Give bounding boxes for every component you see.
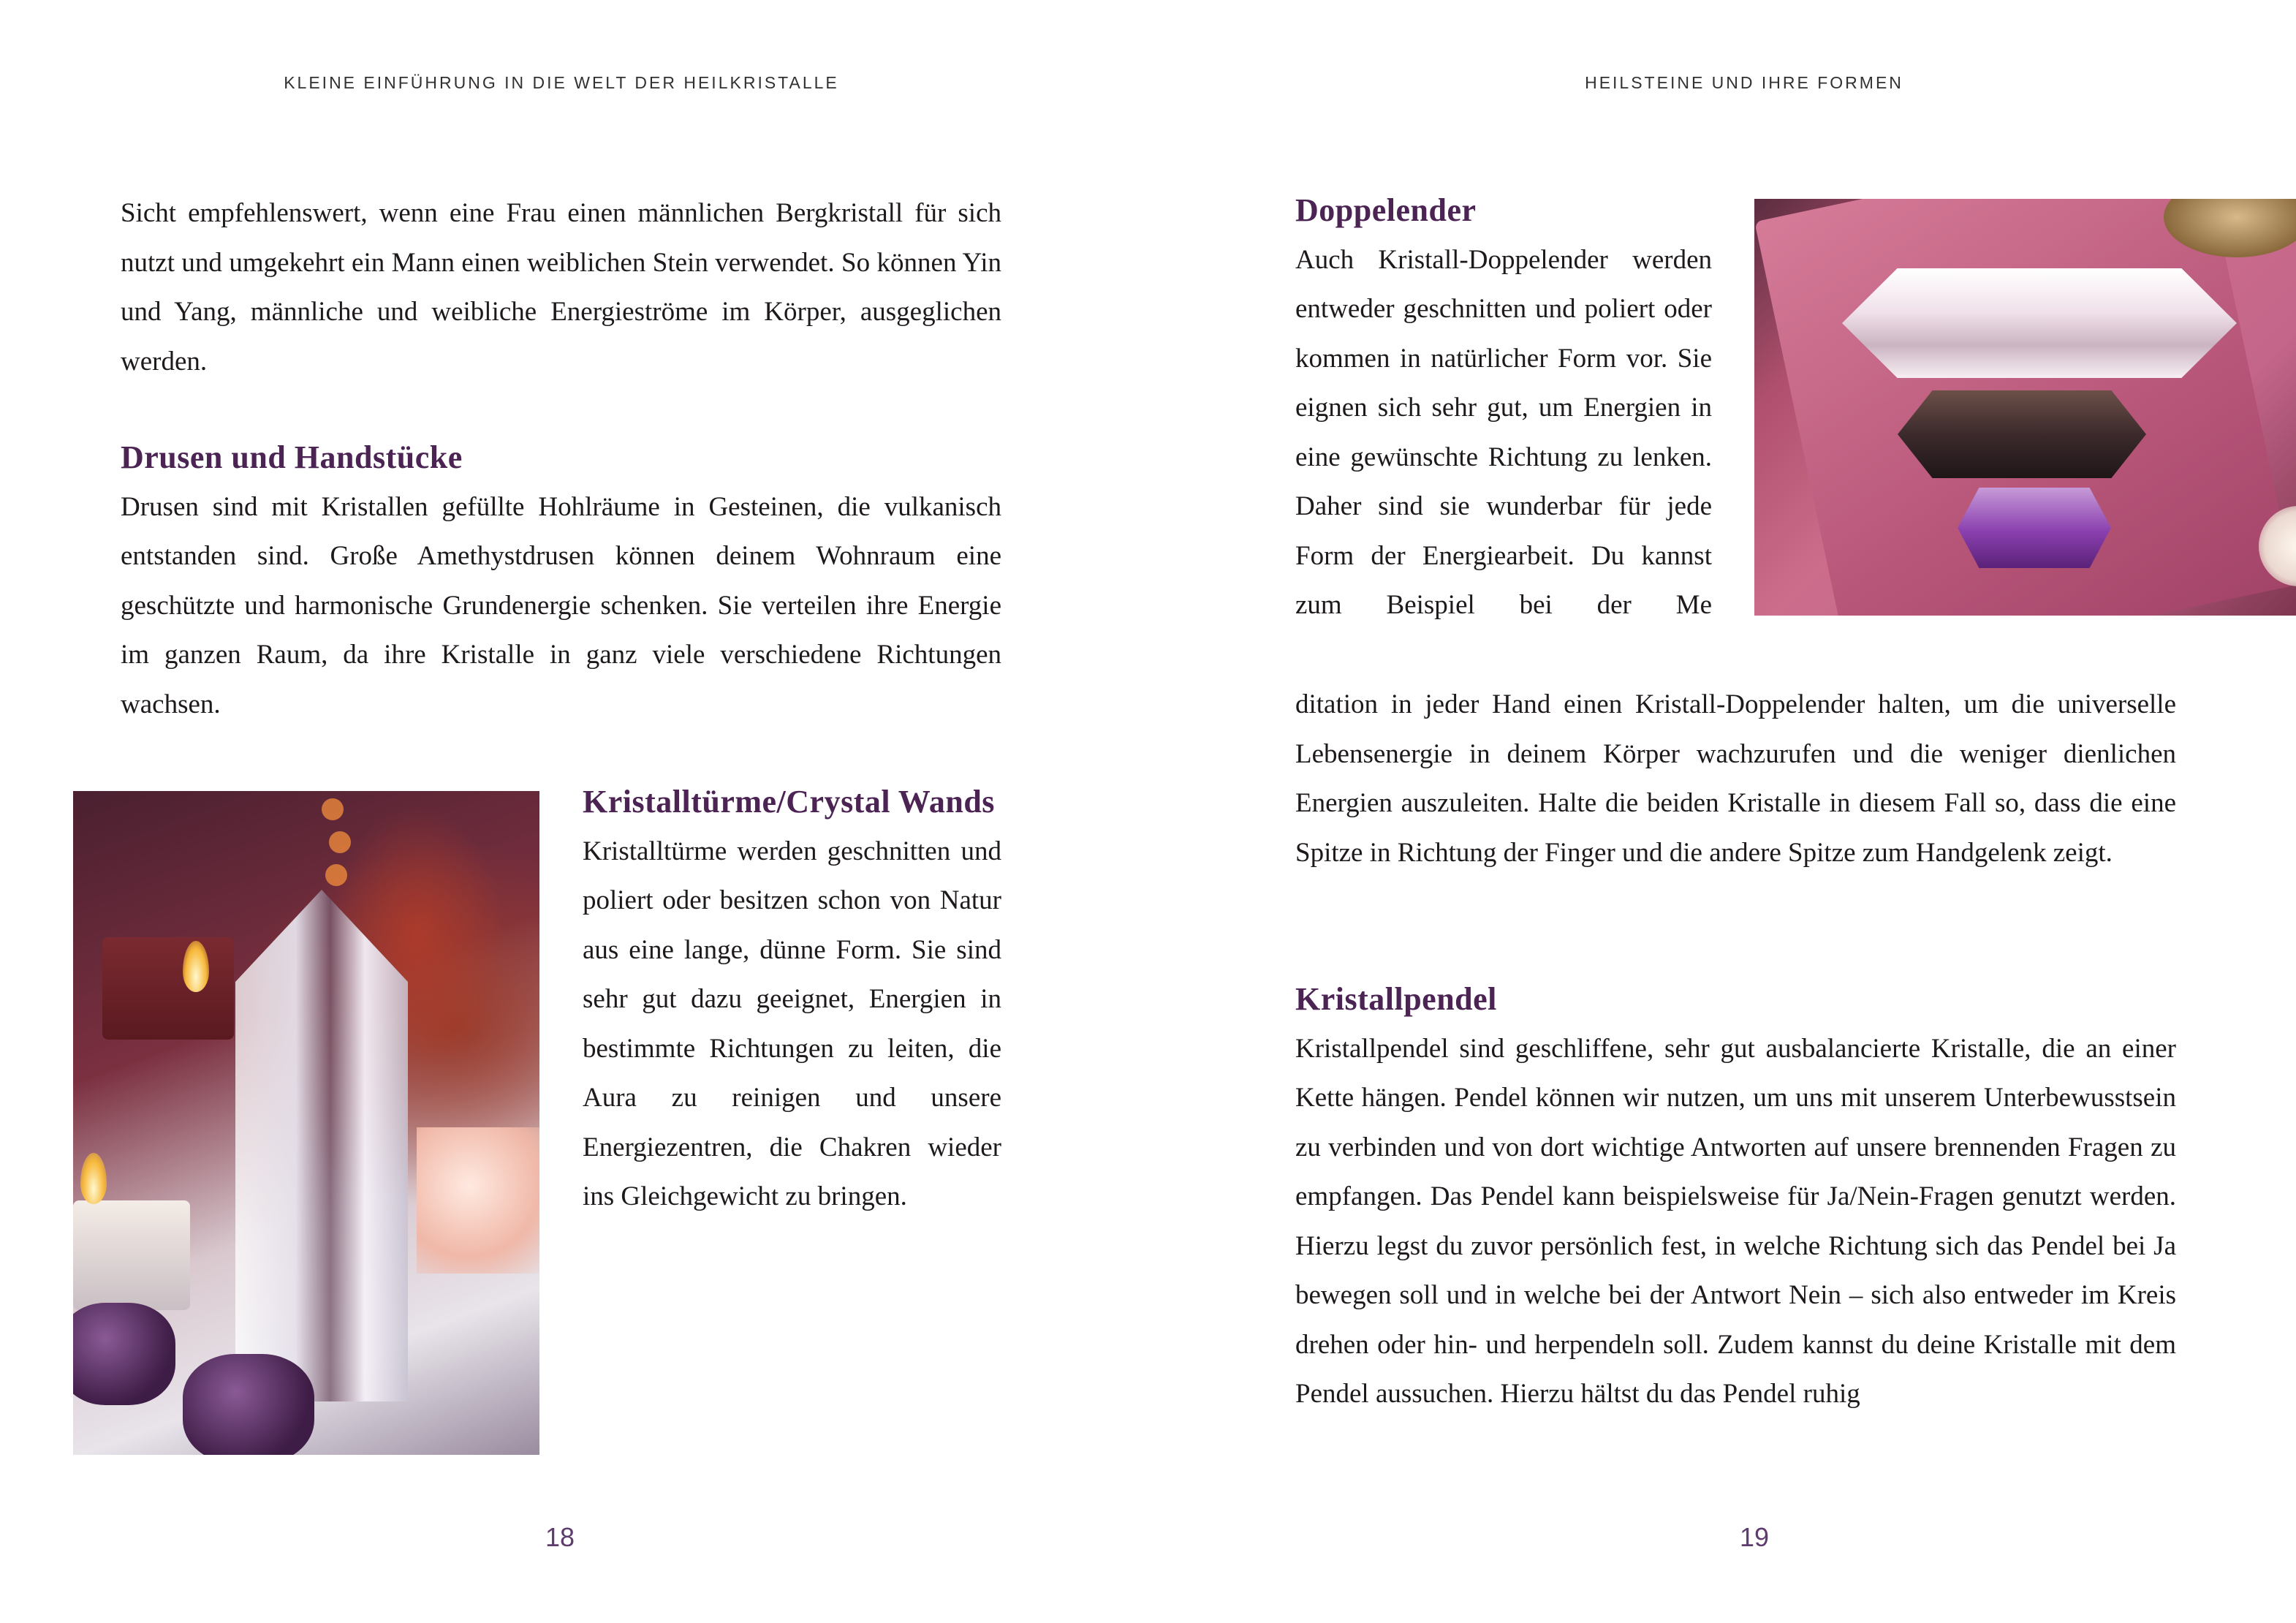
towers-paragraph: Kristalltürme werden geschnitten und poliert oder besitzen schon von Natur aus eine lange, dünne Form. Sie sind sehr gut dazu geeignet, Energien in bestimmte Richtungen zu leiten, die Aura zu reinigen und unsere Energiezentren, die Chakren wieder ins Gleichgewicht zu bringen. bbox=[583, 836, 1001, 1211]
towers-section bbox=[583, 777, 1001, 1222]
crystal-tower-photo bbox=[73, 791, 539, 1455]
towers-heading: Kristalltürme/Crystal Wands bbox=[583, 784, 995, 820]
drusen-heading: Drusen und Handstücke bbox=[121, 439, 463, 475]
double-paragraph-narrow: Auch Kristall-Doppelender werden entweder geschnitten und poliert oder kommen in natürlicher Form vor. Sie eignen sich sehr gut, um Energien in eine gewünschte Richtung zu lenken. Daher sind sie wunderbar für jede Form der Energiearbeit. Du kannst zum Beispiel bei der Me bbox=[1295, 244, 1712, 620]
running-head-right: HEILSTEINE UND IHRE FORMEN bbox=[1585, 73, 1903, 92]
page-number-left: 18 bbox=[545, 1522, 575, 1552]
pendel-heading: Kristallpendel bbox=[1295, 981, 1497, 1017]
intro-block bbox=[121, 189, 1001, 386]
page-number-right: 19 bbox=[1739, 1522, 1770, 1552]
pendel-paragraph: Kristallpendel sind geschliffene, sehr gut ausbalancierte Kristalle, die an einer Kette hängen. Pendel können wir nutzen, um uns mit unserem Unterbewusstsein zu verbinden und von dort wichtige Antworten auf unsere brennenden Fragen zu empfangen. Das Pendel kann beispielsweise für Ja/Nein-Fragen genutzt werden. Hierzu legst du zuvor persönlich fest, in welche Richtung sich das Pendel bei Ja bewegen soll und in welche bei der Antwort Nein – sich also entweder im Kreis drehen oder hin- und herpendeln soll. Zudem kannst du deine Kristalle mit dem Pendel aussuchen. Hierzu hältst du das Pendel ruhig bbox=[1295, 1033, 2176, 1409]
running-head-left: KLEINE EINFÜHRUNG IN DIE WELT DER HEILKRISTALLE bbox=[284, 73, 839, 92]
double-paragraph-wide: ditation in jeder Hand einen Kristall-Doppelender halten, um die universelle Lebensenergie in deinem Körper wachzurufen und die weniger dienlichen Energien auszuleiten. Halte die beiden Kristalle in diesem Fall so, dass die eine Spitze in Richtung der Finger und die andere Spitze zum Handgelenk zeigt. bbox=[1295, 689, 2176, 868]
double-heading: Doppelender bbox=[1295, 192, 1477, 228]
drusen-section bbox=[121, 433, 1001, 729]
drusen-paragraph: Drusen sind mit Kristallen gefüllte Hohlräume in Gesteinen, die vulkanisch entstanden sind. Große Amethystdrusen können deinem Wohnraum eine geschützte und harmonische Grundenergie schenken. Sie verteilen ihre Energie im ganzen Raum, da ihre Kristalle in ganz viele verschiedene Richtungen wachsen. bbox=[121, 491, 1001, 719]
double-terminated-crystals-photo bbox=[1754, 199, 2296, 616]
pendel-section bbox=[1295, 975, 2176, 1419]
double-section bbox=[1295, 186, 1712, 630]
intro-paragraph: Sicht empfehlenswert, wenn eine Frau einen männlichen Bergkristall für sich nutzt und umgekehrt ein Mann einen weiblichen Stein verwendet. So können Yin und Yang, männliche und weibliche Energieströme im Körper, ausgeglichen werden. bbox=[121, 198, 1001, 377]
double-continuation bbox=[1295, 680, 2176, 877]
